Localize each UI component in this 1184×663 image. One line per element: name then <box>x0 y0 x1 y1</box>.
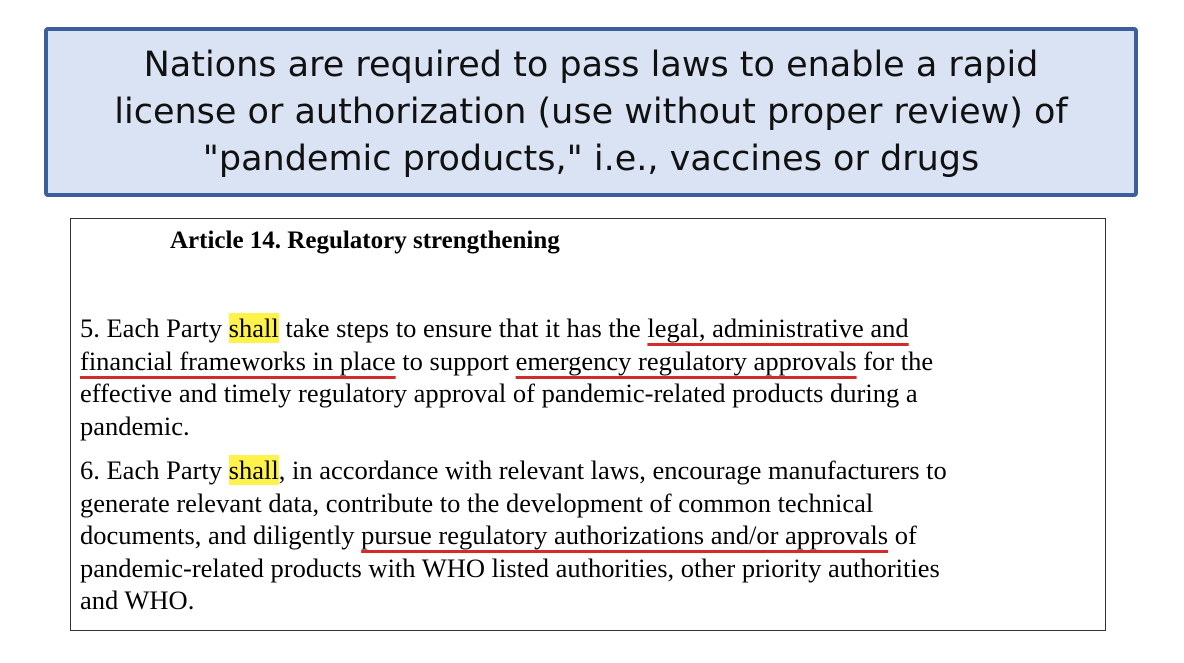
paragraph-6-line-3 <box>80 519 947 552</box>
paragraph-6-text: , in accordance with relevant laws, encourage manufacturers to <box>278 455 947 485</box>
paragraph-5-line-2 <box>80 345 933 378</box>
paragraph-5 <box>80 312 933 442</box>
paragraph-6-line-2: generate relevant data, contribute to the development of common technical <box>80 487 874 518</box>
headline-line-3: "pandemic products," i.e., vaccines or drugs <box>202 138 980 179</box>
underlined-phrase: legal, administrative and <box>647 313 909 343</box>
underlined-phrase: financial frameworks in place <box>80 345 396 376</box>
highlighted-shall: shall <box>228 455 279 485</box>
headline-line-1: Nations are required to pass laws to enable a rapid <box>143 44 1039 85</box>
paragraph-6-line-1 <box>80 454 947 487</box>
paragraph-5-text: take steps to ensure that it has the <box>278 313 648 343</box>
paragraph-5-text: 5. Each Party <box>80 313 229 343</box>
headline-line-2: license or authorization (use without proper review) of <box>114 91 1068 132</box>
paragraph-5-text: to support <box>395 345 516 376</box>
underlined-phrase: pursue regulatory authorizations and/or approvals <box>361 520 889 550</box>
paragraph-5-text: for the <box>856 345 934 376</box>
article-heading: Article 14. Regulatory strengthening <box>170 227 560 254</box>
paragraph-6-line-4: pandemic-related products with WHO listed authorities, other priority authorities <box>80 552 940 583</box>
paragraph-5-line-4: pandemic. <box>80 410 190 441</box>
headline-title <box>94 42 1088 183</box>
paragraph-6-text: documents, and diligently <box>80 520 362 550</box>
paragraph-6-text: of <box>888 520 917 550</box>
paragraph-6-text: 6. Each Party <box>80 455 229 485</box>
headline-banner <box>44 27 1138 197</box>
highlighted-shall: shall <box>228 313 279 343</box>
paragraph-5-line-3: effective and timely regulatory approval of pandemic-related products during a <box>80 378 918 408</box>
paragraph-6-line-5: and WHO. <box>80 585 195 615</box>
underlined-phrase: emergency regulatory approvals <box>515 345 857 376</box>
paragraph-6 <box>80 454 947 617</box>
paragraph-5-line-1 <box>80 312 933 345</box>
document-excerpt <box>70 218 1106 631</box>
